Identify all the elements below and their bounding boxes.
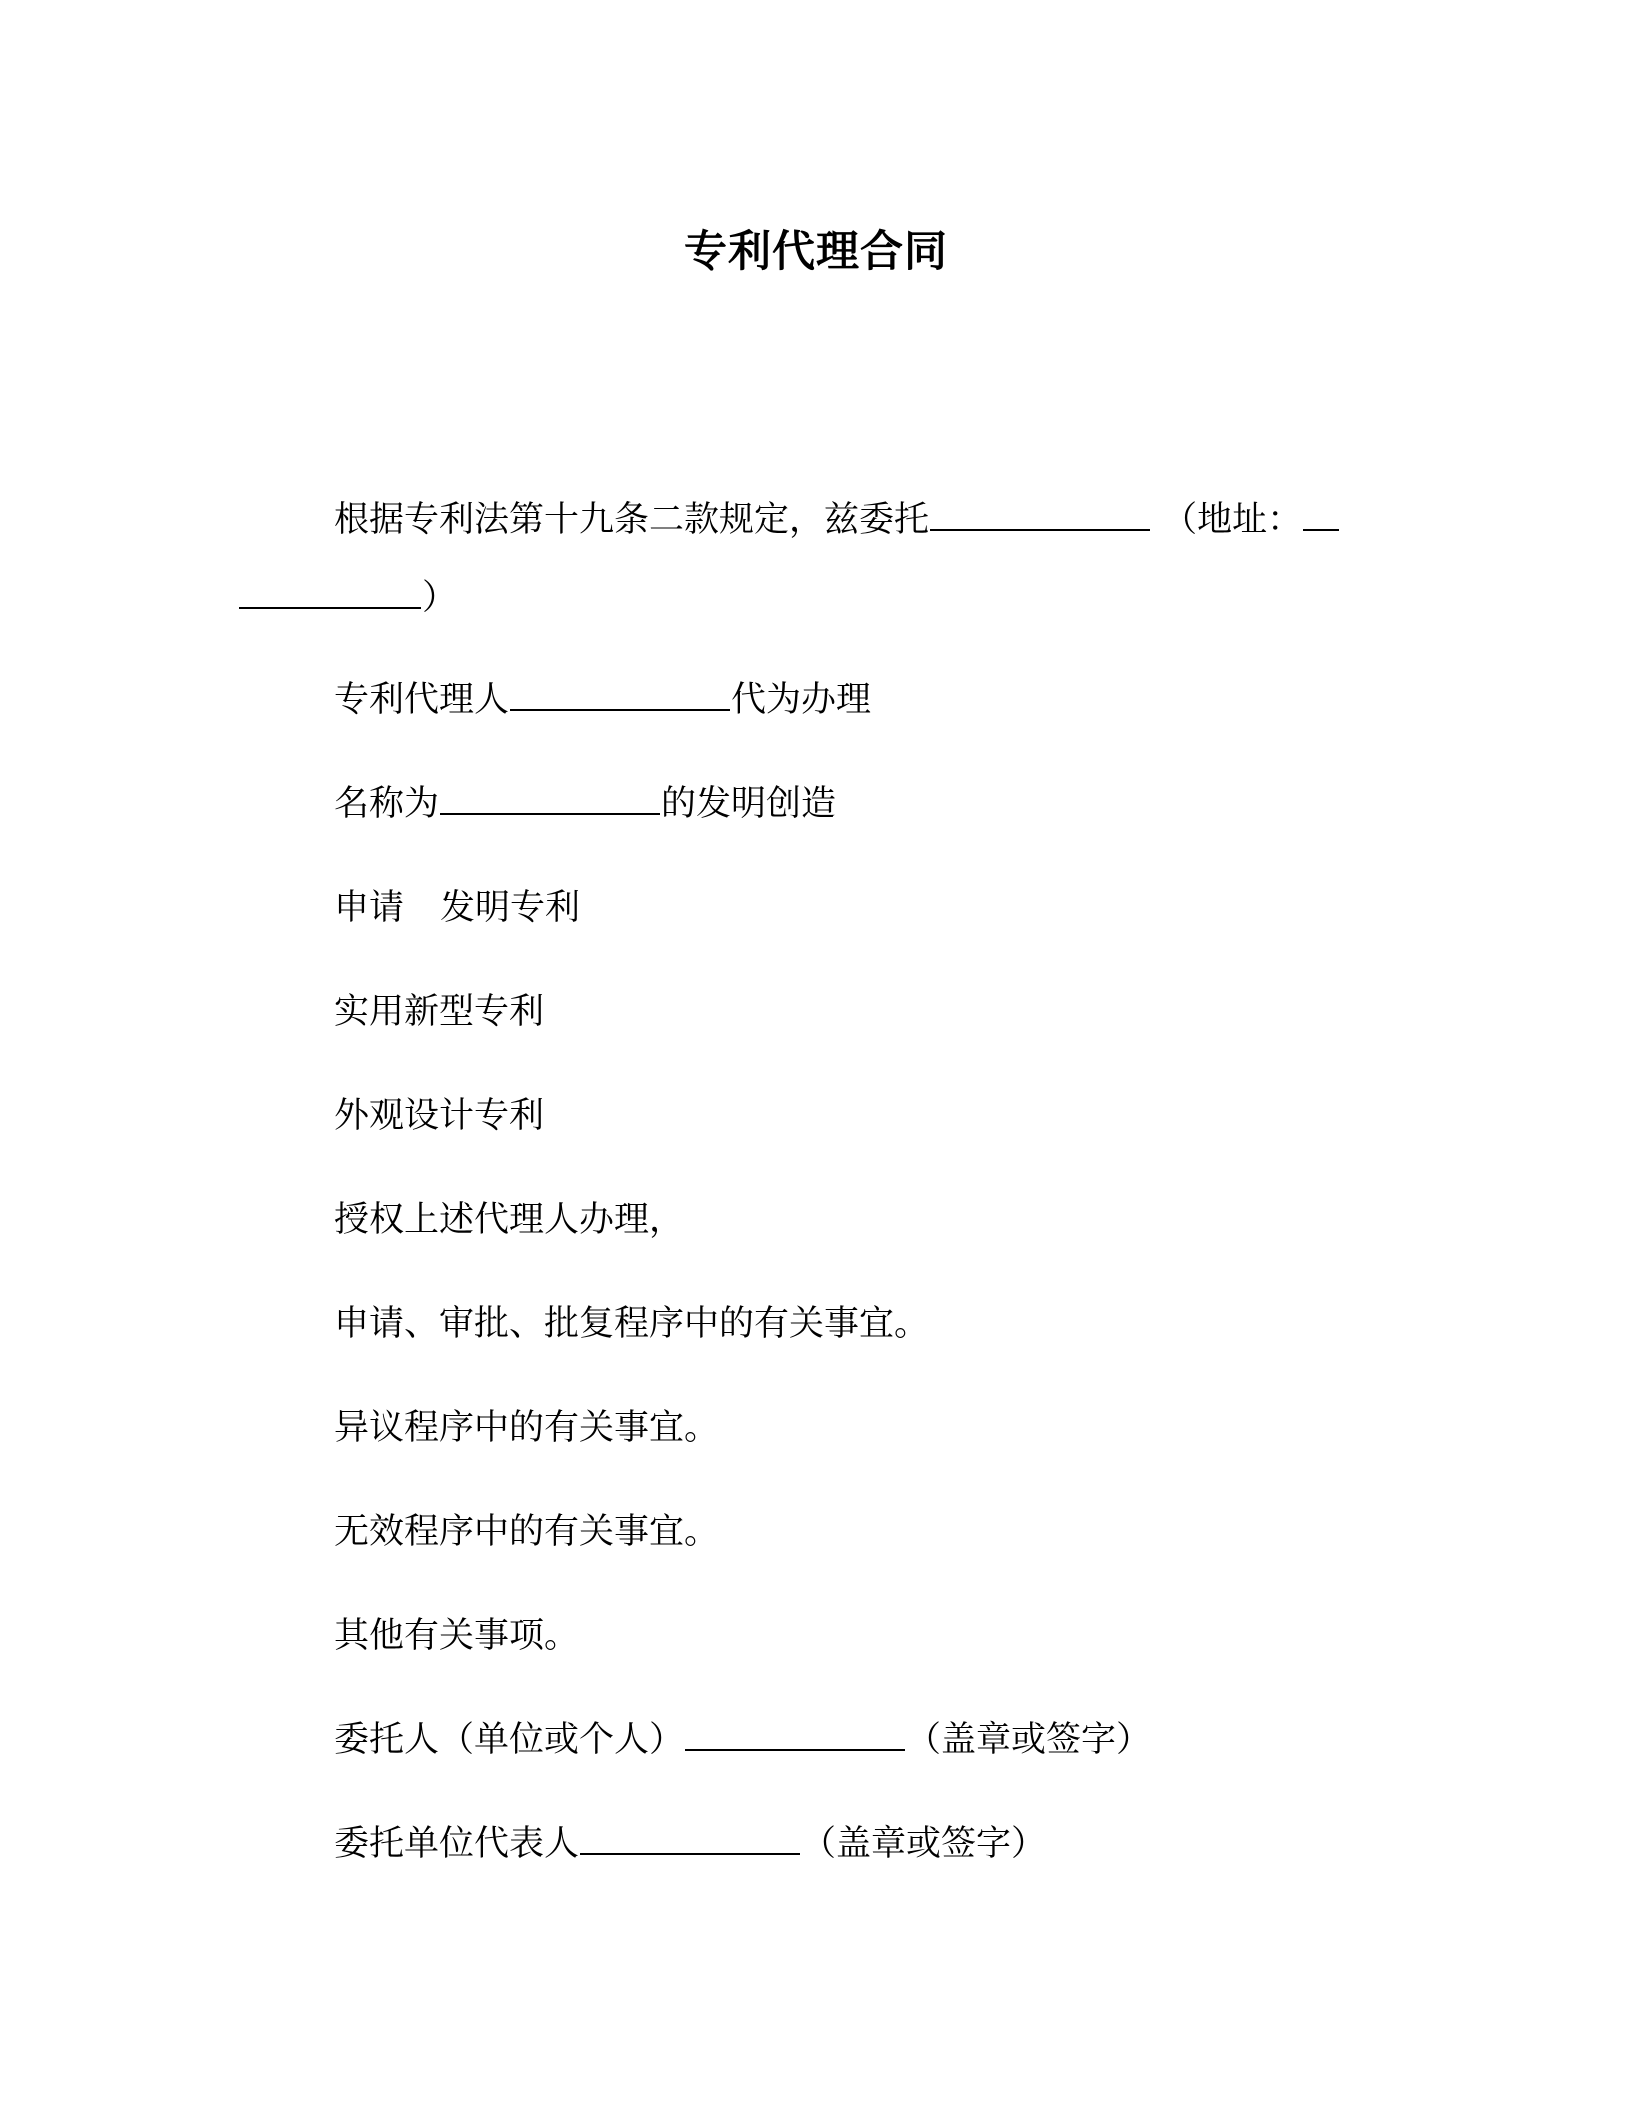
- agent-line: [334, 674, 871, 726]
- invention-name-line: [334, 778, 836, 830]
- representative-label: 委托单位代表人: [334, 1824, 580, 1864]
- apply-label: 申请: [334, 888, 405, 928]
- matter-application: 申请、审批、批复程序中的有关事宜。: [334, 1304, 930, 1344]
- agent-suffix: 代为办理: [731, 680, 872, 720]
- invention-name-blank: [440, 779, 660, 815]
- matter-opposition: 异议程序中的有关事宜。: [334, 1408, 720, 1448]
- option-utility-model: 实用新型专利: [334, 992, 545, 1032]
- matter-invalidation: 无效程序中的有关事宜。: [334, 1512, 720, 1552]
- invention-name-label: 名称为: [334, 784, 440, 824]
- apply-line: [334, 882, 580, 934]
- agent-name-blank: [510, 675, 730, 711]
- option-design-patent: 外观设计专利: [334, 1096, 545, 1136]
- principal-seal-note: （盖章或签字）: [906, 1720, 1152, 1760]
- representative-signature-line: [334, 1818, 1046, 1870]
- address-label: （地址：: [1162, 500, 1303, 540]
- intro-paragraph: [334, 494, 1340, 546]
- address-close: ）: [422, 578, 458, 618]
- option-invention-patent: 发明专利: [440, 888, 581, 928]
- page-title: 专利代理合同: [684, 227, 948, 277]
- representative-seal-note: （盖章或签字）: [801, 1824, 1047, 1864]
- principal-label: 委托人（单位或个人）: [334, 1720, 685, 1760]
- matter-other: 其他有关事项。: [334, 1616, 580, 1656]
- authorize-line: 授权上述代理人办理，: [334, 1200, 685, 1240]
- agent-label: 专利代理人: [334, 680, 510, 720]
- address-blank-end: [239, 573, 421, 609]
- representative-signature-blank: [580, 1819, 800, 1855]
- principal-signature-line: [334, 1714, 1151, 1766]
- principal-name-blank: [930, 495, 1150, 531]
- intro-paragraph-continued: [238, 572, 457, 624]
- invention-name-suffix: 的发明创造: [661, 784, 837, 824]
- intro-text: 根据专利法第十九条二款规定，兹委托: [334, 500, 930, 540]
- principal-signature-blank: [685, 1715, 905, 1751]
- address-blank-start: [1303, 495, 1339, 531]
